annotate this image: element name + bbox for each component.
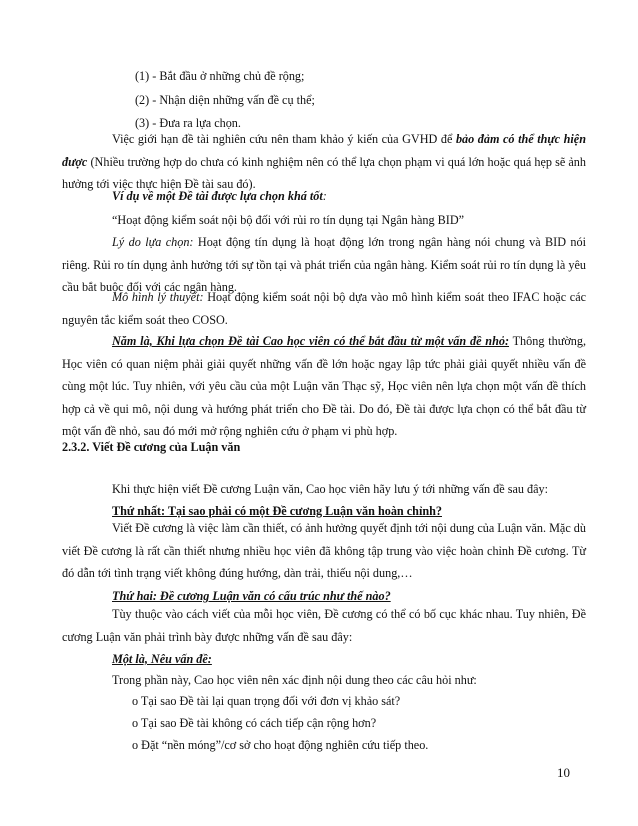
fifth-text: Thông thường, Học viên có quan niệm phải giải quyết những vấn đề lớn hoặc ngay lập tức phải giải quyết nhiều vấn đề cùng một lúc. Tuy nhiên, với yêu cầu của một Luận văn Thạc sỹ, Học viên nên lựa chọn một vấn đề thích hợp cả về qui mô, nội dung và hướng phát triển cho Đề tài. Do đó, Đề tài được lựa chọn có thể bắt đầu từ một vấn đề nhỏ, sau đó mới mở rộng nghiên cứu ở phạm vi phù hợp.: [62, 334, 586, 439]
part-1-heading: Một là, Nêu vấn đề:: [112, 652, 212, 666]
paragraph-intro: Khi thực hiện viết Đề cương Luận văn, Cao học viên hãy lưu ý tới những vấn đề sau đây:: [112, 482, 548, 496]
paragraph-model: [62, 286, 586, 331]
model-text: Hoạt động kiểm soát nội bộ dựa vào mô hình kiểm soát theo IFAC hoặc các nguyên tắc kiểm soát theo COSO.: [62, 290, 587, 327]
paragraph-limit-text-1: Việc giới hạn đề tài nghiên cứu nên tham khảo ý kiến của GVHD để: [112, 132, 456, 146]
list-item-2: (2) - Nhận diện những vấn đề cụ thể;: [135, 93, 315, 107]
reason-text: Hoạt động tín dụng là hoạt động lớn trong ngân hàng nói chung và BID nói riêng. Rủi ro tín dụng ảnh hưởng tới sự tồn tại và phát triển của ngân hàng. Kiểm soát rủi ro tín dụng là yêu cầu bắt buộc đối với các ngân hàng.: [62, 235, 586, 295]
paragraph-question-1: Viết Đề cương là việc làm cần thiết, có ảnh hưởng quyết định tới nội dung của Luận văn. Mặc dù viết Đề cương là rất cần thiết nhưng nhiều học viên đã không tập trung vào việc hoàn chỉnh Đề cương. Từ đó dẫn tới tình trạng viết không đúng hướng, dàn trải, thiếu nội dung,…: [62, 521, 586, 581]
paragraph-limit-emphasis: bảo đảm có thể thực hiện được: [62, 132, 586, 169]
paragraph-fifth: [62, 330, 586, 443]
question-1-heading: Thứ nhất: Tại sao phải có một Đề cương Luận văn hoàn chỉnh?: [112, 504, 442, 518]
page-number: 10: [557, 765, 570, 780]
example-title: Ví dụ về một Đề tài được lựa chọn khá tốt: [112, 189, 323, 203]
bullet-item-3: o Đặt “nền móng”/cơ sở cho hoạt động nghiên cứu tiếp theo.: [132, 738, 429, 752]
list-item-3: (3) - Đưa ra lựa chọn.: [135, 116, 241, 130]
list-item-1: (1) - Bắt đầu ở những chủ đề rộng;: [135, 69, 305, 83]
example-quote: “Hoạt động kiểm soát nội bộ đối với rủi ro tín dụng tại Ngân hàng BID”: [112, 213, 465, 227]
fifth-label: Năm là, Khi lựa chọn Đề tài Cao học viên có thể bắt đầu từ một vấn đề nhỏ:: [112, 334, 510, 348]
bullet-item-2: o Tại sao Đề tài không có cách tiếp cận rộng hơn?: [132, 716, 377, 730]
paragraph-limit-text-2: (Nhiều trường hợp do chưa có kinh nghiệm nên có thể lựa chọn phạm vi quá lớn hoặc quá hẹp sẽ ảnh hưởng tới việc thực hiện Đề tài sau đó).: [62, 154, 586, 192]
question-2-heading: Thứ hai: Đề cương Luận văn có cấu trúc như thế nào?: [112, 589, 391, 603]
paragraph-part-1: Trong phần này, Cao học viên nên xác định nội dung theo các câu hỏi như:: [112, 673, 477, 687]
section-heading: 2.3.2. Viết Đề cương của Luận văn: [62, 440, 241, 454]
example-colon: :: [322, 189, 327, 203]
reason-label: Lý do lựa chọn:: [112, 235, 194, 249]
paragraph-question-2: Tùy thuộc vào cách viết của mỗi học viên, Đề cương có thể có bố cục khác nhau. Tuy nhiên, Đề cương Luận văn phải trình bày được những vấn đề sau đây:: [62, 607, 586, 644]
model-label: Mô hình lý thuyết:: [112, 290, 204, 304]
paragraph-limit-topic: [62, 128, 586, 196]
example-heading: [112, 188, 327, 204]
bullet-item-1: o Tại sao Đề tài lại quan trọng đối với đơn vị khảo sát?: [132, 694, 401, 708]
